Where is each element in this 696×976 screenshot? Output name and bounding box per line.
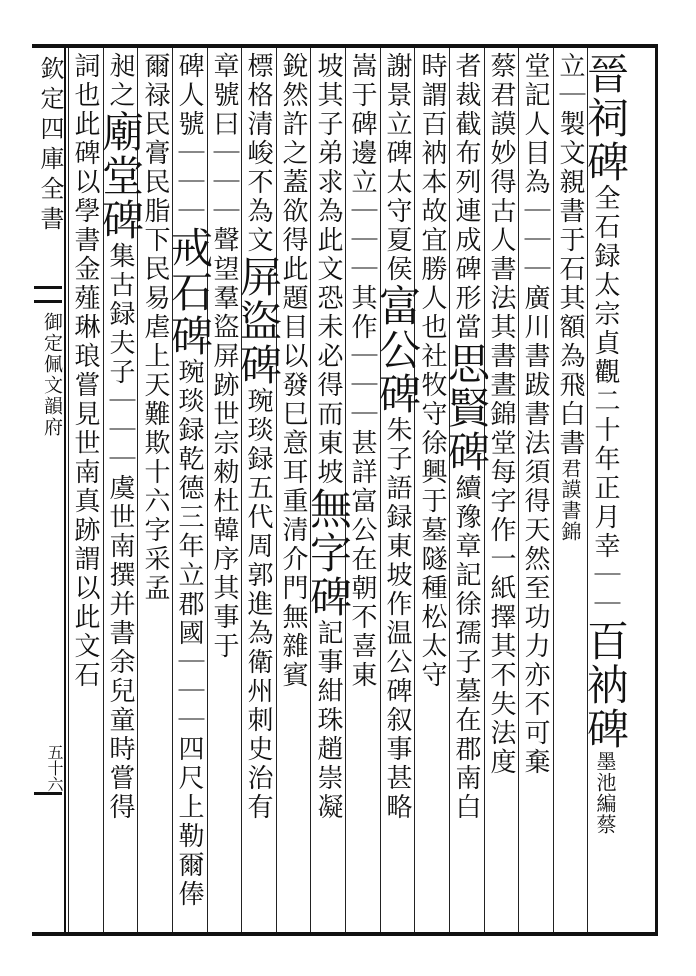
- entry-heading: 富公碑: [373, 284, 422, 416]
- entry-heading: 思賢碑: [442, 342, 491, 474]
- section-title: 御定佩文韻府: [41, 312, 63, 438]
- book-title: 欽定四庫全書: [36, 56, 64, 236]
- text-column: [70, 52, 100, 932]
- entry-text: 章號曰｜｜｜: [209, 52, 239, 226]
- entry-text: 續豫章記徐孺子墓在郡南白: [451, 474, 481, 822]
- entry-text: 立｜製文親書于石其額為飛白書: [555, 52, 585, 458]
- column-rule: [414, 48, 415, 932]
- column-rule: [172, 48, 173, 932]
- entry-heading: 百衲碑: [581, 619, 630, 751]
- text-column: [486, 52, 516, 932]
- entry-text: 謝景立碑太守夏侯: [382, 52, 412, 284]
- entry-text: 嵩于碑邊立｜｜｜: [347, 52, 377, 284]
- entry-text: 聲望羣盜屏跡世宗勑杜韓序其事于: [209, 226, 239, 661]
- entry-text: 集古録夫子｜｜｜虞世南撰并書余兒童時嘗得: [105, 242, 135, 822]
- entry-heading: 戒石碑: [165, 226, 214, 358]
- column-rule: [484, 48, 485, 932]
- text-column: [417, 52, 447, 932]
- column-rule: [518, 48, 519, 932]
- entry-heading: 晉祠碑: [581, 52, 630, 184]
- entry-text: 其作｜｜｜甚詳富公在朝不喜東: [347, 284, 377, 690]
- entry-text: 朱子語録東坡作温公碑叙事甚略: [382, 416, 412, 822]
- entry-text: 此碑以學書金薤琳琅嘗見世南真跡謂以此文石: [70, 110, 100, 690]
- text-column: [520, 52, 550, 932]
- text-column: [234, 52, 283, 932]
- page-number: 五十六: [45, 744, 64, 792]
- text-column: [373, 52, 422, 932]
- entry-text: 者裁截布列連成碑形當: [451, 52, 481, 342]
- fish-tail-mark: [34, 286, 62, 289]
- column-rule: [449, 48, 450, 932]
- entry-heading: 屏盜碑: [234, 255, 283, 387]
- text-column: [581, 52, 630, 932]
- entry-text: 社牧守徐興于墓隧種松太守: [417, 342, 447, 690]
- column-rule: [380, 48, 381, 932]
- entry-heading: 廟堂碑: [96, 110, 145, 242]
- text-column: [96, 52, 145, 932]
- entry-text: 標格清峻不為文: [243, 52, 273, 255]
- entry-heading: 無字碑: [304, 487, 353, 619]
- column-rule: [207, 48, 208, 932]
- entry-text: 琬琰録乾德三年立郡國｜｜｜四尺上勒爾俸: [174, 358, 204, 909]
- entry-text: 堂記人目為｜｜｜廣川書跋書法須得天然至功力亦不可棄: [520, 52, 550, 777]
- entry-text: 昶之: [105, 52, 135, 110]
- entry-text: 爾禄民膏民脂下民易虐上天難欺十六字采孟: [140, 52, 170, 603]
- column-rule: [276, 48, 277, 932]
- entry-text: 時謂百衲本故宜勝人也: [417, 52, 447, 342]
- entry-text: 琬琰録五代周郭進為衛州刺史治有: [243, 387, 273, 822]
- entry-text: 墨池編蔡: [593, 751, 617, 835]
- text-column: [209, 52, 239, 932]
- column-rule: [68, 48, 69, 932]
- entry-text: 重清介門無雜賓: [278, 487, 308, 690]
- text-column: [555, 52, 585, 932]
- entry-text: 君謨書錦: [558, 458, 582, 542]
- text-column: [304, 52, 353, 932]
- text-column: [165, 52, 214, 932]
- entry-text: 銳然許之蓋欲得此題目以發巳意耳: [278, 52, 308, 487]
- entry-text: 蔡君謨妙得古人書法其書晝錦堂每字作一紙擇其不失法度: [486, 52, 516, 777]
- entry-text: 坡其子弟求為此文恐未必得而東坡: [313, 52, 343, 487]
- column-rule: [241, 48, 242, 932]
- entry-text: 全石録太宗貞觀二十年正月幸｜｜: [590, 184, 620, 619]
- fish-tail-mark: [34, 792, 62, 795]
- entry-text: 記事紺珠趙崇凝: [313, 619, 343, 822]
- fish-tail-mark: [34, 300, 62, 303]
- text-column: [278, 52, 308, 932]
- entry-text: 詞也: [70, 52, 100, 110]
- entry-text: 碑人號｜｜｜: [174, 52, 204, 226]
- column-rule: [553, 48, 554, 932]
- text-column: [442, 52, 491, 932]
